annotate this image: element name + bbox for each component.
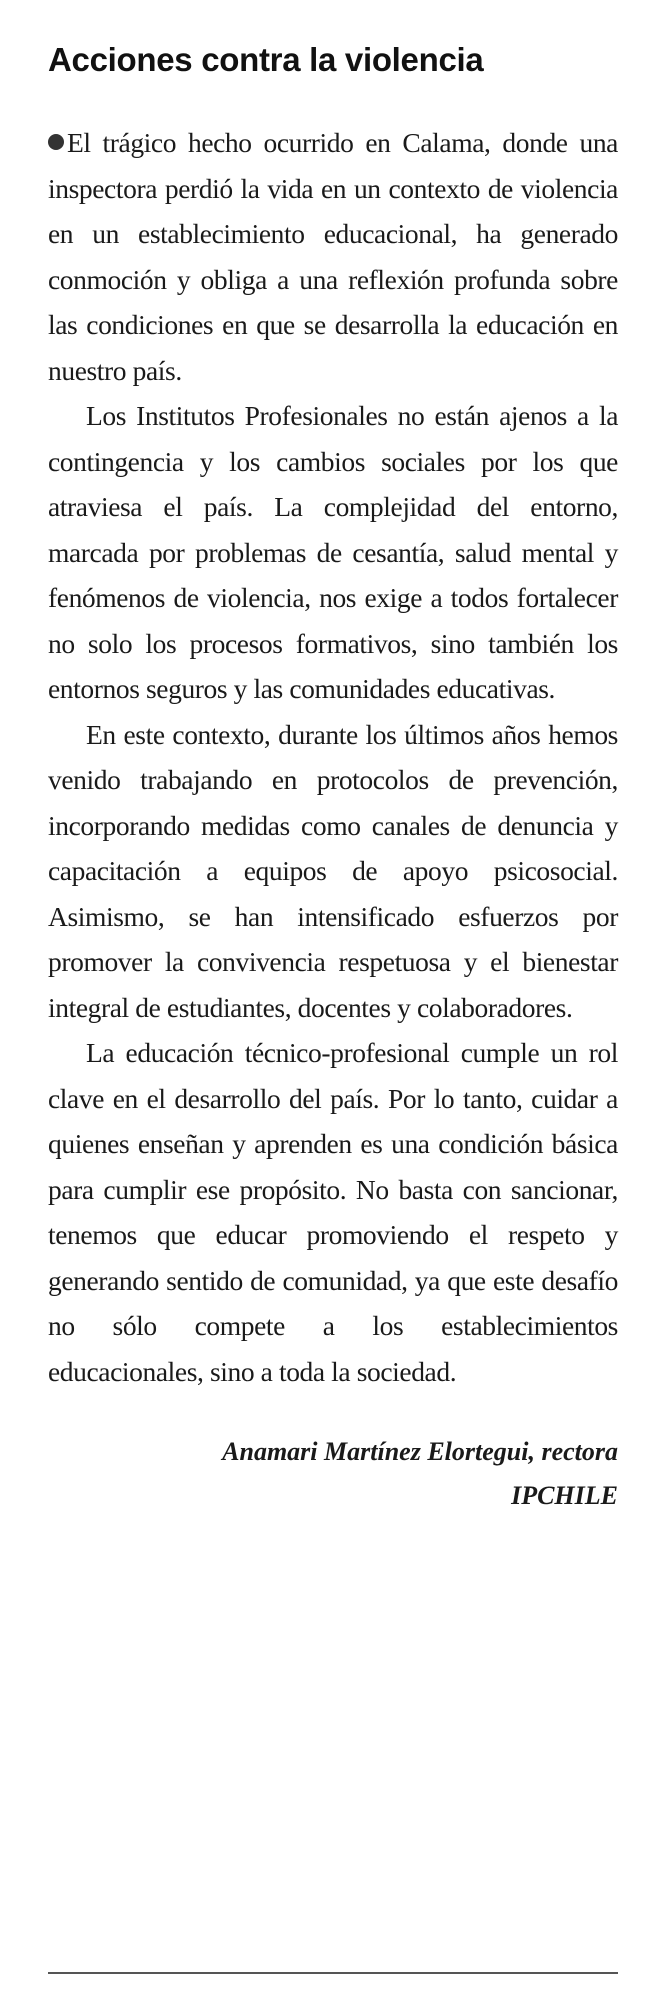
article-body: [48, 120, 618, 1394]
bottom-divider: [48, 1972, 618, 1974]
bullet-icon: [48, 134, 64, 150]
signature-block: [48, 1430, 618, 1518]
paragraph-3: En este contexto, durante los últimos años hemos venido trabajando en protocolos de prevención, incorporando medidas como canales de denuncia y capacitación a equipos de apoyo psicosocial. Asimismo, se han intensificado esfuerzos por promover la convivencia respetuosa y el bienestar integral de estudiantes, docentes y colaboradores.: [48, 718, 618, 1023]
letter-article: [48, 40, 618, 1518]
paragraph-1: [48, 120, 618, 393]
headline: Acciones contra la violencia: [48, 41, 484, 78]
author-organization: IPCHILE: [511, 1481, 618, 1510]
paragraph-4: La educación técnico-profesional cumple un rol clave en el desarrollo del país. Por lo tanto, cuidar a quienes enseñan y aprenden es una condición básica para cumplir ese propósito. No basta con sancionar, tenemos que educar promoviendo el respeto y generando sentido de comunidad, ya que este desafío no sólo compete a los establecimientos educacionales, sino a toda la sociedad.: [48, 1037, 618, 1387]
author-name: Anamari Martínez Elortegui, rectora: [222, 1437, 618, 1466]
paragraph-2: Los Institutos Profesionales no están ajenos a la contingencia y los cambios sociales por los que atraviesa el país. La complejidad del entorno, marcada por problemas de cesantía, salud mental y fenómenos de violencia, nos exige a todos fortalecer no solo los procesos formativos, sino también los entornos seguros y las comunidades educativas.: [48, 400, 618, 704]
paragraph-1-text: El trágico hecho ocurrido en Calama, donde una inspectora perdió la vida en un contexto de violencia en un establecimiento educacional, ha generado conmoción y obliga a una reflexión profunda sobre las condiciones en que se desarrolla la educación en nuestro país.: [48, 127, 618, 386]
